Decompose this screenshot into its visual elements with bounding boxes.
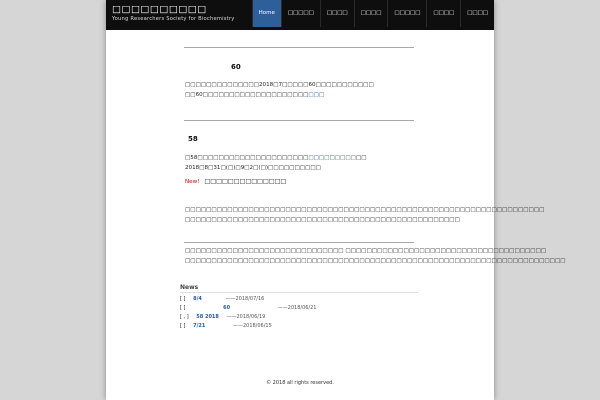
page-container [106,0,566,400]
section1-link[interactable]: □□□ [308,92,325,98]
section2-link[interactable]: □□□□□□□□□ [308,155,356,161]
news-tag: [ ] [180,296,186,302]
section-title-58: 58 [188,135,198,143]
news-date: ——2018/07/16 [225,296,265,302]
section3-line2: □□□□□□□□□□□□□□□□□□□□□□□□□□□□□□□□□□□□□□□□□□□□□□□□□□□□ [185,217,460,223]
news-link[interactable]: 58 2018 [196,314,219,320]
news-list [180,295,316,331]
site-title[interactable]: □□□□□□□□□□ [112,4,207,15]
nav-item-5[interactable]: □□□□□ [387,0,426,27]
nav-item-4[interactable]: □□□□ [354,0,388,27]
section2-line2: 2018□8□31□(□)□9□2□(□)□□□□□□□□□□ [185,165,321,171]
new-badge: New! [185,179,200,185]
footer-copyright: © 2018 all rights reserved. [266,380,334,386]
news-tag: [ ] [180,305,186,311]
section2-text [185,153,367,173]
nav-home[interactable]: Home [252,0,281,27]
divider [184,120,414,121]
section4-line1: □□□□□□□□□□□□□□□□□□□□□□□□□□□□□□ □□□□□□□□□□□□□□□□□□□□□□□□□□□□□□□□□□□□□□ [185,248,547,254]
divider [184,47,414,48]
news-divider [180,292,418,293]
section2-line1-text: □58□□□□□□□□□□□□□□□□□□□□□ [185,155,309,161]
news-date: ——2018/06/19 [226,314,266,320]
nav-item-6[interactable]: □□□□ [426,0,460,27]
news-heading: News [180,284,199,291]
news-date: ——2018/06/15 [232,323,272,329]
news-tag: [ ] [180,323,186,329]
main-nav [252,0,494,27]
news-tag: [ , ] [180,314,189,320]
site-header [106,0,494,30]
section2-line1 [185,153,367,163]
section2-new-row [185,177,286,187]
news-link[interactable]: 60 [223,305,231,311]
news-link[interactable]: 8/4 [193,296,202,302]
news-item [180,322,316,331]
section2-new-text[interactable]: □□□□□□□□□□□□□□ [204,178,287,185]
section3-text [185,205,544,225]
nav-item-2[interactable]: □□□□□ [281,0,320,27]
section2-line1-suffix: □□ [355,155,367,161]
section3-line1: □□□□□□□□□□□□□□□□□□□□□□□□□□□□□□□□□□□□□□□□□□□□□□□□□□□□□□□□□□□□□□□□□□□□ [185,207,545,213]
section1-line2 [185,90,374,100]
news-link[interactable]: 7/21 [193,323,206,329]
site-brand[interactable] [112,4,234,23]
news-item [180,295,316,304]
divider [184,242,414,243]
nav-item-3[interactable]: □□□□ [320,0,354,27]
news-item [180,313,316,322]
news-item [180,304,316,313]
nav-item-7[interactable]: □□□□ [460,0,494,27]
news-date: ——2018/06/21 [277,305,317,311]
section1-text [185,80,374,100]
section4-text [185,246,566,266]
section-title-60: 60 [231,63,241,71]
section4-line2: □□□□□□□□□□□□□□□□□□□□□□□□□□□□□□□□□□□□□□□□□□□□□□□□□□□□□□□□□□□□□□□□□□□□□□□□ [185,258,566,264]
section1-line2-text: □□60□□□□□□□□□□□□□□□□□□□□ [185,92,309,98]
section1-line1: □□□□□□□□□□□□□□2018□7□□□□□60□□□□□□□□□□□ [185,82,374,88]
site-subtitle: Young Researchers Society for Biochemistry [112,16,235,22]
